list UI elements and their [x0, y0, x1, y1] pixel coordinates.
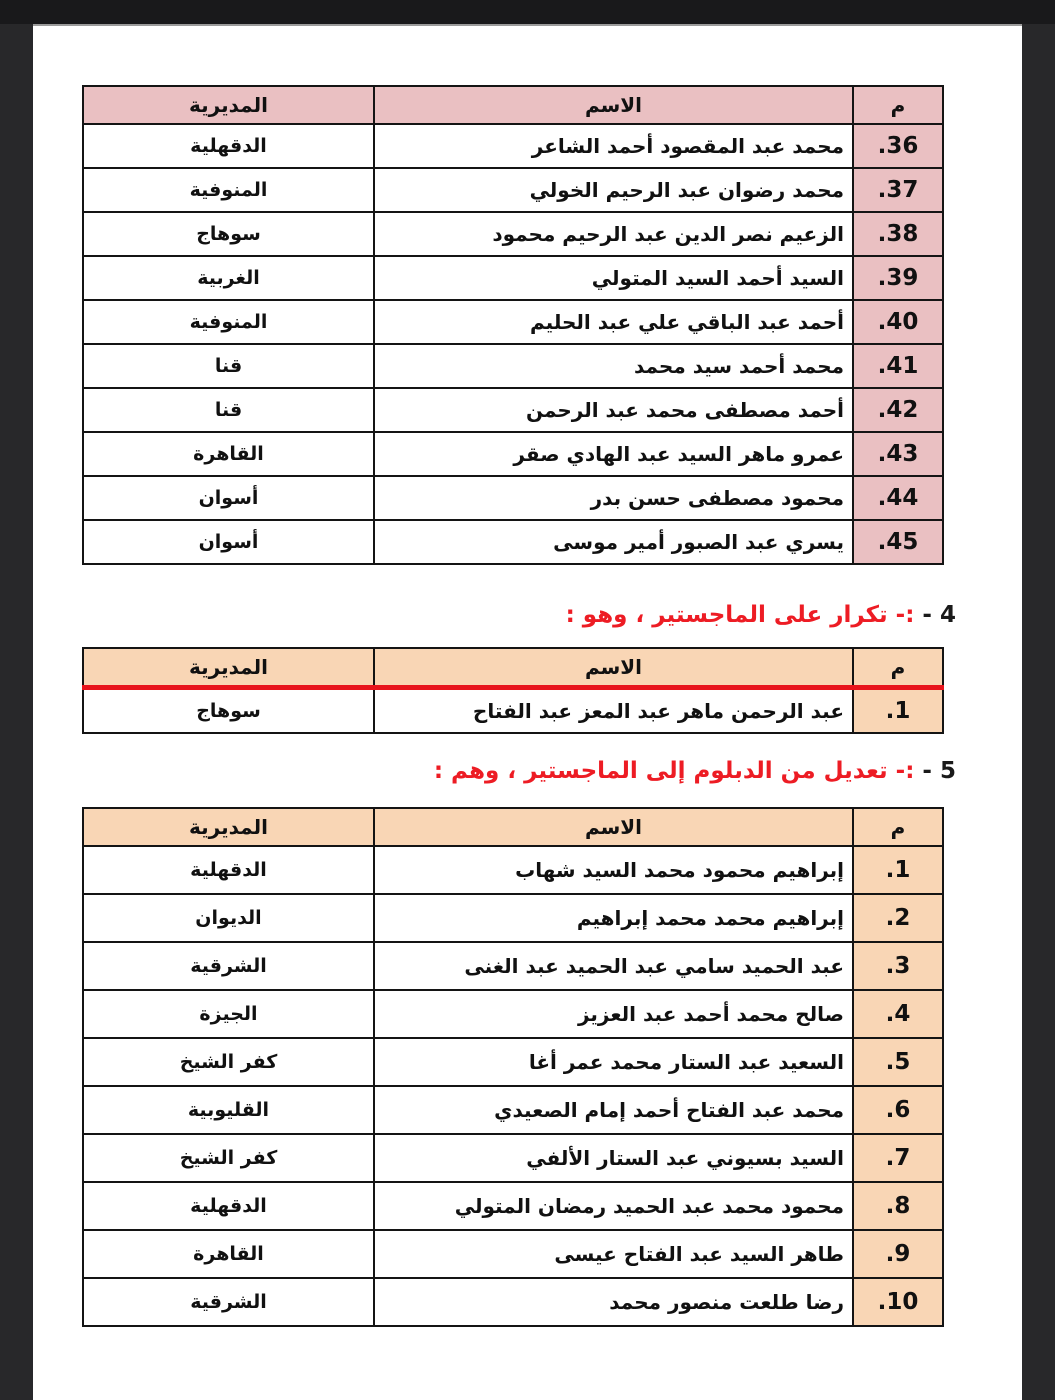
row-number-cell: 2. [853, 894, 943, 942]
table-row [83, 942, 943, 990]
row-number-cell: 8. [853, 1182, 943, 1230]
table-row [83, 520, 943, 564]
directorate-cell: قنا [83, 344, 374, 388]
row-number-cell: 1. [853, 688, 943, 734]
row-number-cell: 43. [853, 432, 943, 476]
directorate-cell: أسوان [83, 476, 374, 520]
column-header-directorate: المديرية [83, 808, 374, 846]
person-name-cell: أحمد عبد الباقي علي عبد الحليم [374, 300, 853, 344]
column-header-number: م [853, 808, 943, 846]
directorate-cell: أسوان [83, 520, 374, 564]
row-number-cell: 45. [853, 520, 943, 564]
column-header-directorate: المديرية [83, 648, 374, 688]
directorate-cell: القليوبية [83, 1086, 374, 1134]
column-header-name: الاسم [374, 648, 853, 688]
table-body [83, 124, 943, 564]
person-name-cell: إبراهيم محمد محمد إبراهيم [374, 894, 853, 942]
person-name-cell: أحمد مصطفى محمد عبد الرحمن [374, 388, 853, 432]
directorate-cell: المنوفية [83, 168, 374, 212]
row-number-cell: 9. [853, 1230, 943, 1278]
section-5-title: :- تعديل من الدبلوم إلى الماجستير ، وهم : [433, 758, 915, 784]
person-name-cell: صالح محمد أحمد عبد العزيز [374, 990, 853, 1038]
table-row [83, 894, 943, 942]
directorate-cell: الدقهلية [83, 124, 374, 168]
row-number-cell: 37. [853, 168, 943, 212]
person-name-cell: محمود مصطفى حسن بدر [374, 476, 853, 520]
directorate-cell: القاهرة [83, 1230, 374, 1278]
table-row [83, 1278, 943, 1326]
table-body [83, 688, 943, 734]
person-name-cell: محمد أحمد سيد محمد [374, 344, 853, 388]
person-name-cell: محمود محمد عبد الحميد رمضان المتولي [374, 1182, 853, 1230]
directorate-cell: القاهرة [83, 432, 374, 476]
row-number-cell: 4. [853, 990, 943, 1038]
directorate-cell: كفر الشيخ [83, 1038, 374, 1086]
table-row [83, 1038, 943, 1086]
section-4-number: 4 - [914, 602, 956, 628]
person-name-cell: عمرو ماهر السيد عبد الهادي صقر [374, 432, 853, 476]
directorate-cell: المنوفية [83, 300, 374, 344]
person-name-cell: السيد أحمد السيد المتولي [374, 256, 853, 300]
table-body [83, 846, 943, 1326]
person-name-cell: السعيد عبد الستار محمد عمر أغا [374, 1038, 853, 1086]
table-row [83, 990, 943, 1038]
directorate-cell: سوهاج [83, 212, 374, 256]
table-header-row [83, 808, 943, 846]
column-header-number: م [853, 86, 943, 124]
row-number-cell: 10. [853, 1278, 943, 1326]
person-name-cell: محمد رضوان عبد الرحيم الخولي [374, 168, 853, 212]
column-header-directorate: المديرية [83, 86, 374, 124]
row-number-cell: 41. [853, 344, 943, 388]
table-row [83, 124, 943, 168]
directorate-cell: الشرقية [83, 942, 374, 990]
table-row [83, 476, 943, 520]
section-4-title: :- تكرار على الماجستير ، وهو : [565, 602, 915, 628]
row-number-cell: 5. [853, 1038, 943, 1086]
directorate-cell: الشرقية [83, 1278, 374, 1326]
table-diploma-to-masters [82, 807, 944, 1327]
table-row [83, 256, 943, 300]
table-row [83, 388, 943, 432]
person-name-cell: رضا طلعت منصور محمد [374, 1278, 853, 1326]
table-names-36-45 [82, 85, 944, 565]
section-5-number: 5 - [914, 758, 956, 784]
person-name-cell: الزعيم نصر الدين عبد الرحيم محمود [374, 212, 853, 256]
table-row [83, 1230, 943, 1278]
person-name-cell: عبد الرحمن ماهر عبد المعز عبد الفتاح [374, 688, 853, 734]
table-row [83, 432, 943, 476]
directorate-cell: سوهاج [83, 688, 374, 734]
directorate-cell: الغربية [83, 256, 374, 300]
row-number-cell: 1. [853, 846, 943, 894]
person-name-cell: عبد الحميد سامي عبد الحميد عبد الغنى [374, 942, 853, 990]
section-4-heading [566, 600, 956, 631]
row-number-cell: 6. [853, 1086, 943, 1134]
table-row [83, 1086, 943, 1134]
top-dark-bar [0, 0, 1055, 24]
table-masters-repeat [82, 647, 944, 734]
column-header-name: الاسم [374, 86, 853, 124]
table-row [83, 1134, 943, 1182]
person-name-cell: طاهر السيد عبد الفتاح عيسى [374, 1230, 853, 1278]
table-header-row [83, 86, 943, 124]
row-number-cell: 40. [853, 300, 943, 344]
row-number-cell: 36. [853, 124, 943, 168]
row-number-cell: 7. [853, 1134, 943, 1182]
table-row [83, 168, 943, 212]
table-header-row [83, 648, 943, 688]
row-number-cell: 3. [853, 942, 943, 990]
document-page [33, 24, 1022, 1400]
column-header-name: الاسم [374, 808, 853, 846]
directorate-cell: الدقهلية [83, 846, 374, 894]
section-5-heading [434, 756, 956, 787]
person-name-cell: محمد عبد الفتاح أحمد إمام الصعيدي [374, 1086, 853, 1134]
directorate-cell: كفر الشيخ [83, 1134, 374, 1182]
row-number-cell: 39. [853, 256, 943, 300]
table-row [83, 344, 943, 388]
column-header-number: م [853, 648, 943, 688]
person-name-cell: يسري عبد الصبور أمير موسى [374, 520, 853, 564]
person-name-cell: إبراهيم محمود محمد السيد شهاب [374, 846, 853, 894]
table-row [83, 846, 943, 894]
row-number-cell: 44. [853, 476, 943, 520]
table-row [83, 1182, 943, 1230]
table-row [83, 688, 943, 734]
table-row [83, 212, 943, 256]
table-row [83, 300, 943, 344]
person-name-cell: محمد عبد المقصود أحمد الشاعر [374, 124, 853, 168]
directorate-cell: الدقهلية [83, 1182, 374, 1230]
person-name-cell: السيد بسيوني عبد الستار الألفي [374, 1134, 853, 1182]
directorate-cell: قنا [83, 388, 374, 432]
directorate-cell: الديوان [83, 894, 374, 942]
row-number-cell: 42. [853, 388, 943, 432]
row-number-cell: 38. [853, 212, 943, 256]
directorate-cell: الجيزة [83, 990, 374, 1038]
